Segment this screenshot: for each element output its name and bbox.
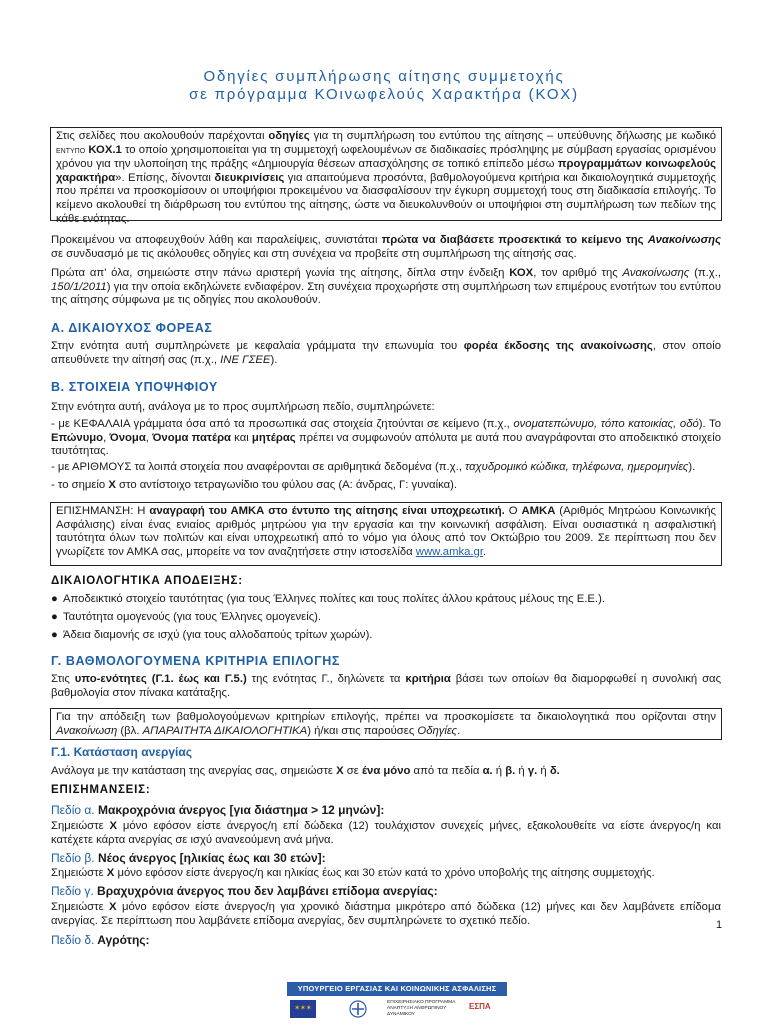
field-a-title: Πεδίο α. Μακροχρόνια άνεργος [για διάστημα > 12 μηνών]: <box>51 803 385 817</box>
document-title-line2: σε πρόγραμμα ΚΟινωφελούς Χαρακτήρα (ΚΟΧ) <box>189 86 579 103</box>
amka-website-link[interactable]: www.amka.gr <box>415 545 483 558</box>
program-logo: ΕΠΙΧΕΙΡΗΣΙΑΚΟ ΠΡΟΓΡΑΜΜΑ ΑΝΑΠΤΥΞΗ ΑΝΘΡΩΠΙΝΟΥ ΔΥΝΑΜΙΚΟΥ <box>387 1000 456 1017</box>
section-b-line-gender: - το σημείο Χ στο αντίστοιχο τετραγωνίδιο του φύλου σας (Α: άνδρας, Γ: γυναίκα). <box>51 479 458 491</box>
section-c1-heading: Γ.1. Κατάσταση ανεργίας <box>51 745 193 759</box>
section-b-heading: Β. ΣΤΟΙΧΕΙΑ ΥΠΟΨΗΦΙΟΥ <box>51 380 218 394</box>
field-c-text: Σημειώστε Χ μόνο εφόσον είστε άνεργος/η για χρονικό διάστημα μικρότερο από δώδεκα (12) μήνες και δεν λαμβάνετε επίδομα ανεργίας. Σε περίπτωση που λαμβάνετε επίδομα ανεργίας, δεν συμπληρώνετε το σχετικό πεδίο. <box>51 901 721 927</box>
page-number: 1 <box>716 919 723 931</box>
section-c-text: Στις υπο-ενότητες (Γ.1. έως και Γ.5.) της ενότητας Γ., δηλώνετε τα κριτήρια βάσει των οποίων θα διαμορφωθεί η συνολική σας βαθμολογία στον πίνακα κατάταξης. <box>51 673 722 699</box>
field-b-title: Πεδίο β. Νέος άνεργος [ηλικίας έως και 30 ετών]: <box>51 851 326 865</box>
criteria-notice-box: Για την απόδειξη των βαθμολογούμενων κριτηρίων επιλογής, πρέπει να προσκομίσετε τα δικαιολογητικά που ορίζονται στην Ανακοίνωση (βλ. ΑΠΑΡΑΙΤΗΤΑ ΔΙΚΑΙΟΛΟΓΗΤΙΚΑ) ή/και στις παρούσες Οδηγίες. <box>50 708 722 740</box>
section-c1-text: Ανάλογα με την κατάσταση της ανεργίας σας, σημειώστε Χ σε ένα μόνο από τα πεδία α. ή β. ή γ. ή δ. <box>51 765 560 777</box>
section-c-heading: Γ. ΒΑΘΜΟΛΟΓΟΥΜΕΝΑ ΚΡΙΤΗΡΙΑ ΕΠΙΛΟΓΗΣ <box>51 654 340 668</box>
section-b-line-uppercase: - με ΚΕΦΑΛΑΙΑ γράμματα όσα από τα προσωπικά σας στοιχεία ζητούνται σε κείμενο (π.χ., ονοματεπώνυμο, τόπο κατοικίας, οδό). Το Επώνυμο, Όνομα, Όνομα πατέρα και μητέρας πρέπει να συμφωνούν απόλυτα με αυτά που αναγράφονται στο αποδεικτικό στοιχείο ταυτότητας. <box>51 418 721 458</box>
list-item: ● Αποδεικτικό στοιχείο ταυτότητας (για τους Έλληνες πολίτες και τους πολίτες άλλου κράτους μέλους της Ε.Ε.). <box>51 593 605 605</box>
section-b-intro: Στην ενότητα αυτή, ανάλογα με το προς συμπλήρωση πεδίο, συμπληρώνετε: <box>51 401 435 413</box>
espa-logo: ΕΣΠΑ <box>469 1002 491 1011</box>
footer-logos <box>287 982 507 1022</box>
instructions-paragraph-2: Πρώτα απ' όλα, σημειώστε στην πάνω αριστερή γωνία της αίτησης, δίπλα στην ένδειξη ΚΟΧ, τον αριθμό της Ανακοίνωσης (π.χ., 150/1/2011) για την οποία εκδηλώνετε ενδιαφέρον. Στη συνέχεια προχωρήστε στη συμπλήρωση των επιμέρους ενοτήτων του εντύπου της αίτησης σύμφωνα με τις οδηγίες που ακολουθούν. <box>51 267 721 307</box>
intro-bold-odigies: οδηγίες <box>268 130 310 142</box>
section-b-line-numbers: - με ΑΡΙΘΜΟΥΣ τα λοιπά στοιχεία που αναφέρονται σε αριθμητικά δεδομένα (π.χ., ταχυδρομικό κώδικα, τηλέφωνα, ημερομηνίες). <box>51 461 696 473</box>
intro-text: για απαιτούμενα προσόντα, βαθμολογούμενα κριτήρια και δικαιολογητικά συμμετοχής που πρέπει να προσκομίσουν οι υποψήφιοι προκειμένου να διασφαλίσουν την έγκυρη συμμετοχή τους στη διαδικασία επιλογής. Το κείμενο ακολουθεί τη διάρθρωση του εντύπου της αίτησης, ώστε να διευκολυνθούν οι υποψήφιοι στη συμπλήρωση των πεδίων της κάθε ενότητας. <box>56 171 716 225</box>
bullet-icon: ● <box>51 629 58 641</box>
ministry-banner: ΥΠΟΥΡΓΕΙΟ ΕΡΓΑΣΙΑΣ ΚΑΙ ΚΟΙΝΩΝΙΚΗΣ ΑΣΦΑΛΙΣΗΣ <box>287 982 507 996</box>
intro-bold-kox1: ΚΟΧ.1 <box>88 143 122 156</box>
list-item: ● Ταυτότητα ομογενούς (για τους Έλληνες ομογενείς). <box>51 611 322 623</box>
field-c-title: Πεδίο γ. Βραχυχρόνια άνεργος που δεν λαμβάνει επίδομα ανεργίας: <box>51 884 438 898</box>
greek-emblem-icon <box>349 1000 367 1018</box>
amka-notice-box: ΕΠΙΣΗΜΑΝΣΗ: Η αναγραφή του ΑΜΚΑ στο έντυπο της αίτησης είναι υποχρεωτική. Ο ΑΜΚΑ (Αριθμός Μητρώου Κοινωνικής Ασφάλισης) είναι ένας ενιαίος αριθμός μητρώου για την εργασία και την κοινωνική ασφάλιση. Είναι ουσιαστικά η ασφαλιστική ταυτότητα όλων των πολιτών και είναι υποχρεωτική από το νόμο για όλους από τον Οκτώβριο του 2009. Σε περίπτωση που δεν γνωρίζετε τον ΑΜΚΑ σας, μπορείτε να τον αναζητήσετε στην ιστοσελίδα www.amka.gr. <box>50 502 722 566</box>
field-a-text: Σημειώστε Χ μόνο εφόσον είστε άνεργος/η επί δώδεκα (12) τουλάχιστον συνεχείς μήνες, εξακολουθείτε να είστε άνεργος/η και κατέχετε κάρτα ανεργίας σε ισχύ ανανεούμενη ανά μήνα. <box>51 820 721 846</box>
intro-text: ». Επίσης, δίνονται <box>115 171 215 184</box>
intro-bold-clarifications: διευκρινίσεις <box>214 171 285 184</box>
instructions-paragraph-1: Προκειμένου να αποφευχθούν λάθη και παραλείψεις, συνιστάται πρώτα να διαβάσετε προσεκτικά το κείμενο της Ανακοίνωσης σε συνδυασμό με τις ακόλουθες οδηγίες και στη συνέχεια να προβείτε στη συμπλήρωση της αίτησής σας. <box>51 234 721 260</box>
intro-bold-programs: προγραμμάτων κοινωφελούς χαρακτήρα <box>56 158 716 184</box>
intro-text: Στις σελίδες που ακολουθούν παρέχονται <box>56 130 269 142</box>
notes-heading: ΕΠΙΣΗΜΑΝΣΕΙΣ: <box>51 784 151 796</box>
eu-flag-icon: ✶✶✶ <box>290 1000 316 1018</box>
field-d-title: Πεδίο δ. Αγρότης: <box>51 933 150 947</box>
bullet-icon: ● <box>51 611 58 623</box>
intro-small-entypo: ΕΝΤΥΠΟ <box>56 147 86 155</box>
document-title-line1: Οδηγίες συμπλήρωσης αίτησης συμμετοχής <box>203 68 565 85</box>
intro-text: για τη συμπλήρωση του εντύπου της αίτησης – υπεύθυνης δήλωσης με κωδικό <box>309 130 716 142</box>
intro-box <box>50 127 722 225</box>
field-b-text: Σημειώστε Χ μόνο εφόσον είστε άνεργος/η και ηλικίας έως και 30 ετών κατά το χρόνο υποβολής της αίτησης συμμετοχής. <box>51 867 655 879</box>
list-item: ● Άδεια διαμονής σε ισχύ (για τους αλλοδαπούς τρίτων χωρών). <box>51 629 373 641</box>
section-a-heading: Α. ΔΙΚΑΙΟΥΧΟΣ ΦΟΡΕΑΣ <box>51 321 213 335</box>
evidence-heading: ΔΙΚΑΙΟΛΟΓΗΤΙΚΑ ΑΠΟΔΕΙΞΗΣ: <box>51 575 243 587</box>
bullet-icon: ● <box>51 593 58 605</box>
section-a-text: Στην ενότητα αυτή συμπληρώνετε με κεφαλαία γράμματα την επωνυμία του φορέα έκδοσης της ανακοίνωσης, στον οποίο απευθύνετε την αίτησή σας (π.χ., ΙΝΕ ΓΣΕΕ). <box>51 340 721 366</box>
intro-text: το οποίο χρησιμοποιείται για τη συμμετοχή ωφελουμένων σε διαδικασίες πρόσληψης με σύμβαση εργασίας ορισμένου χρόνου για την υλοποίηση της πράξης «Δημιουργία θέσεων απασχόλησης σε τοπικό επίπεδο μέσω <box>56 143 716 171</box>
